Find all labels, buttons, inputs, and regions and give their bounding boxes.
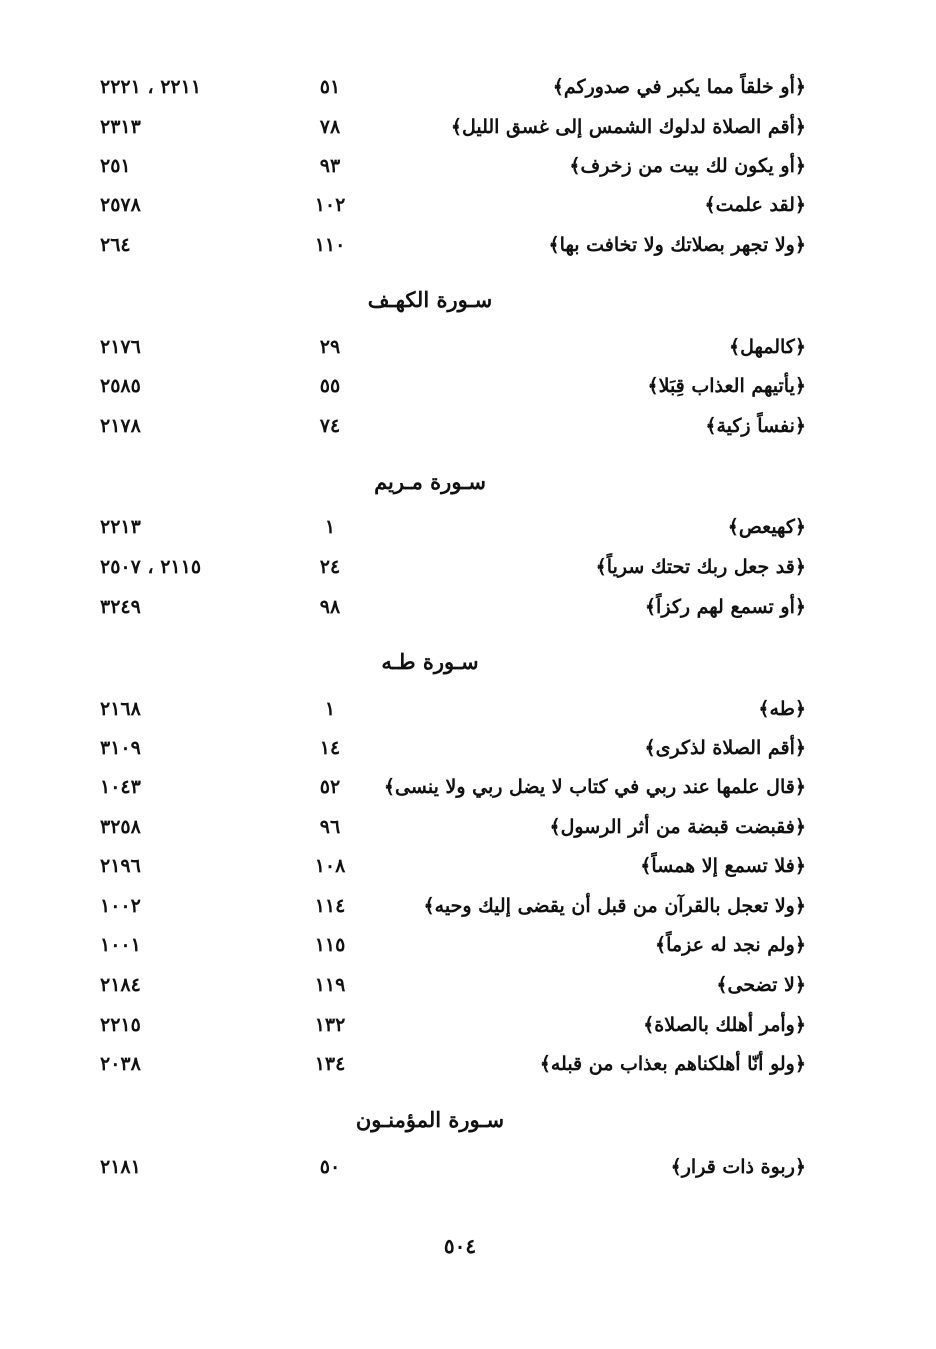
hadith-refs: ٢١٧٨ [100,415,141,437]
verse-text: ﴿يأتيهم العذاب قِبَلا﴾ [647,375,806,397]
index-row [0,966,936,1004]
index-row [0,548,936,586]
hadith-refs: ٢١٩٦ [100,855,141,877]
ayah-number: ٥٠ [319,1156,341,1178]
verse-text: ﴿كهيعص﴾ [727,516,806,538]
verse-text: ﴿فلا تسمع إلا همساً﴾ [640,855,806,877]
verse-text: ﴿طه﴾ [758,698,806,720]
ayah-number: ١١٤ [314,895,346,917]
hadith-refs: ١٠٤٣ [100,776,141,798]
ayah-number: ٢٤ [319,556,341,578]
index-row [0,68,936,106]
verse-text: ﴿أو تسمع لهم ركزاً﴾ [644,596,806,618]
verse-text: ﴿لا تضحى﴾ [716,974,806,996]
hadith-refs: ٢٥١ [100,155,131,177]
verse-text: ﴿وأمر أهلك بالصلاة﴾ [643,1014,806,1036]
verse-text: ﴿ولا تعجل بالقرآن من قبل أن يقضى إليك وحيه﴾ [423,895,806,917]
ayah-number: ١٠٢ [314,194,346,216]
hadith-refs: ٢١١٥ ، ٢٥٠٧ [100,556,202,578]
ayah-number: ٥١ [319,76,341,98]
hadith-refs: ٢٢١٥ [100,1014,141,1036]
hadith-refs: ٢١٦٨ [100,698,141,720]
hadith-refs: ١٠٠٢ [100,895,141,917]
page-number: ٥٠٤ [443,1234,477,1258]
index-row [0,768,936,806]
surah-heading: سـورة الكهـف [367,287,493,312]
hadith-refs: ٣٢٥٨ [100,816,141,838]
index-row [0,847,936,885]
verse-text: ﴿أو خلقاً مما يكبر في صدوركم﴾ [552,76,806,98]
index-row [0,690,936,728]
ayah-number: ١٠٨ [314,855,346,877]
hadith-refs: ٢٥٨٥ [100,375,141,397]
verse-text: ﴿أقم الصلاة لدلوك الشمس إلى غسق الليل﴾ [450,116,806,138]
verse-text: ﴿ولو أنّا أهلكناهم بعذاب من قبله﴾ [539,1053,806,1075]
index-row [0,367,936,405]
index-row [0,887,936,925]
index-row [0,926,936,964]
index-row [0,1006,936,1044]
ayah-number: ١١٠ [314,234,346,256]
verse-text: ﴿نفساً زكية﴾ [705,415,806,437]
ayah-number: ١٣٤ [314,1053,346,1075]
index-row [0,226,936,264]
hadith-refs: ٢٦٤ [100,234,131,256]
index-row [0,186,936,224]
surah-heading: سـورة طـه [381,649,479,674]
verse-text: ﴿قال علمها عند ربي في كتاب لا يضل ربي ولا ينسى﴾ [383,776,806,798]
verse-text: ﴿لقد علمت﴾ [704,194,806,216]
verse-text: ﴿ولم نجد له عزماً﴾ [654,934,806,956]
ayah-number: ١٣٢ [314,1014,346,1036]
ayah-number: ٩٣ [319,155,341,177]
hadith-refs: ١٠٠١ [100,934,141,956]
ayah-number: ١٤ [319,737,341,759]
surah-heading: سـورة مـريم [374,469,486,494]
surah-heading: سـورة المؤمنـون [355,1107,505,1132]
hadith-refs: ٢٥٧٨ [100,194,141,216]
hadith-refs: ٢٠٣٨ [100,1053,141,1075]
verse-text: ﴿أقم الصلاة لذكرى﴾ [644,737,806,759]
hadith-refs: ٣١٠٩ [100,737,141,759]
verse-text: ﴿أو يكون لك بيت من زخرف﴾ [569,155,806,177]
index-row [0,588,936,626]
ayah-number: ٥٢ [319,776,341,798]
ayah-number: ٧٤ [319,415,341,437]
hadith-refs: ٢١٨١ [100,1156,141,1178]
index-row [0,508,936,546]
index-row [0,108,936,146]
index-row [0,328,936,366]
index-row [0,808,936,846]
ayah-number: ١ [324,698,336,720]
hadith-refs: ٣٢٤٩ [100,596,141,618]
index-row [0,1045,936,1083]
ayah-number: ٧٨ [319,116,341,138]
hadith-refs: ٢٢١١ ، ٢٢٢١ [100,76,202,98]
hadith-refs: ٢٣١٣ [100,116,141,138]
verse-text: ﴿قد جعل ربك تحتك سرياً﴾ [595,556,806,578]
hadith-refs: ٢١٧٦ [100,336,141,358]
ayah-number: ٢٩ [319,336,341,358]
ayah-number: ٩٦ [319,816,341,838]
ayah-number: ١١٥ [314,934,346,956]
verse-text: ﴿فقبضت قبضة من أثر الرسول﴾ [549,816,806,838]
index-row [0,1148,936,1186]
index-row [0,147,936,185]
verse-text: ﴿ولا تجهر بصلاتك ولا تخافت بها﴾ [548,234,806,256]
ayah-number: ١ [324,516,336,538]
ayah-number: ١١٩ [314,974,346,996]
ayah-number: ٩٨ [319,596,341,618]
verse-text: ﴿ربوة ذات قرار﴾ [670,1156,806,1178]
hadith-refs: ٢١٨٤ [100,974,141,996]
verse-text: ﴿كالمهل﴾ [728,336,806,358]
hadith-refs: ٢٢١٣ [100,516,141,538]
ayah-number: ٥٥ [319,375,341,397]
index-row [0,407,936,445]
index-row [0,729,936,767]
